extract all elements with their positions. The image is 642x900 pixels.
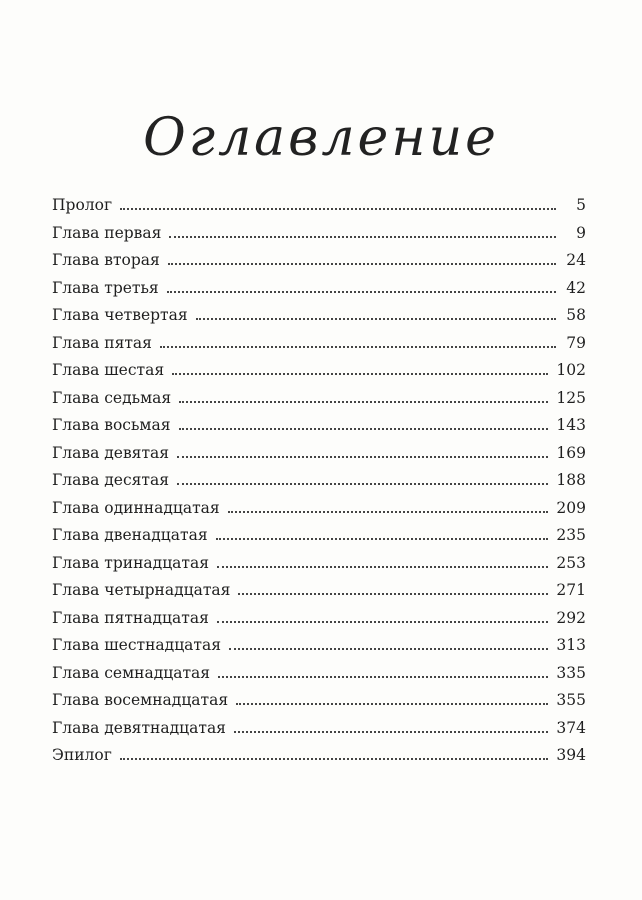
toc-entry-label: Глава семнадцатая — [52, 663, 211, 682]
toc-entry — [52, 357, 586, 385]
toc-entry-label: Глава шестая — [52, 361, 165, 379]
dot-leader — [168, 262, 556, 265]
toc-entry-page: 58 — [566, 306, 586, 324]
dot-leader — [179, 400, 548, 403]
toc-entry — [52, 742, 586, 770]
toc-entry-page: 42 — [566, 278, 586, 297]
toc-entry-page: 125 — [556, 388, 586, 407]
toc-entry-label: Глава пятнадцатая — [52, 608, 209, 627]
dot-leader — [217, 565, 548, 568]
toc-entry-page: 253 — [556, 553, 586, 572]
toc-entry — [52, 330, 586, 358]
toc-entry-label: Глава первая — [52, 223, 162, 242]
toc-entry — [52, 385, 586, 413]
toc-entry-label: Глава двенадцатая — [52, 526, 208, 544]
table-of-contents — [52, 192, 586, 770]
toc-entry-page: 355 — [556, 691, 586, 709]
toc-entry-label: Глава шестнадцатая — [52, 636, 222, 654]
dot-leader — [177, 455, 548, 458]
toc-entry — [52, 605, 586, 633]
toc-entry — [52, 275, 586, 303]
toc-entry — [52, 220, 586, 248]
dot-leader — [196, 317, 556, 320]
dot-leader — [218, 675, 548, 678]
toc-entry-label: Глава восемнадцатая — [52, 691, 229, 709]
dot-leader — [216, 537, 549, 540]
toc-entry — [52, 495, 586, 523]
toc-entry — [52, 412, 586, 440]
toc-entry-page: 209 — [556, 498, 586, 517]
dot-leader — [177, 482, 548, 485]
toc-entry-label: Глава пятая — [52, 333, 152, 352]
toc-entry — [52, 522, 586, 550]
toc-entry-page: 143 — [556, 416, 586, 434]
dot-leader — [229, 647, 548, 650]
toc-entry — [52, 715, 586, 743]
toc-entry — [52, 302, 586, 330]
toc-entry-page: 79 — [566, 333, 586, 352]
toc-entry — [52, 687, 586, 715]
toc-entry-label: Глава девятая — [52, 443, 170, 462]
toc-entry-label: Глава девятнадцатая — [52, 718, 226, 737]
toc-entry-page: 335 — [556, 663, 586, 682]
toc-entry-label: Пролог — [52, 196, 113, 214]
toc-entry-page: 169 — [556, 443, 586, 462]
toc-entry-page: 9 — [576, 223, 586, 242]
toc-entry-page: 188 — [556, 471, 586, 489]
toc-entry-page: 394 — [556, 746, 586, 764]
toc-entry — [52, 660, 586, 688]
toc-entry — [52, 550, 586, 578]
dot-leader — [238, 592, 548, 595]
dot-leader — [172, 372, 548, 375]
toc-entry-label: Глава восьмая — [52, 416, 171, 434]
page-title: Оглавление — [143, 108, 499, 168]
toc-entry-label: Глава тринадцатая — [52, 553, 209, 572]
toc-entry — [52, 632, 586, 660]
toc-entry-page: 374 — [556, 718, 586, 737]
dot-leader — [228, 510, 549, 513]
dot-leader — [234, 730, 548, 733]
toc-entry — [52, 192, 586, 220]
toc-entry-label: Глава вторая — [52, 251, 160, 269]
dot-leader — [120, 207, 556, 210]
toc-entry-page: 235 — [556, 526, 586, 544]
toc-entry-label: Глава одиннадцатая — [52, 498, 220, 517]
dot-leader — [167, 290, 556, 293]
dot-leader — [160, 345, 556, 348]
toc-entry-label: Эпилог — [52, 746, 112, 764]
toc-entry-label: Глава седьмая — [52, 388, 172, 407]
toc-entry-page: 5 — [576, 196, 586, 214]
toc-entry-page: 271 — [556, 581, 586, 599]
dot-leader — [179, 427, 549, 430]
toc-entry-page: 102 — [556, 361, 586, 379]
toc-entry-label: Глава четвертая — [52, 306, 188, 324]
toc-entry — [52, 467, 586, 495]
dot-leader — [120, 757, 549, 760]
toc-entry — [52, 577, 586, 605]
dot-leader — [169, 235, 556, 238]
toc-entry-label: Глава третья — [52, 278, 159, 297]
toc-entry — [52, 247, 586, 275]
dot-leader — [236, 702, 548, 705]
toc-entry — [52, 440, 586, 468]
toc-entry-page: 24 — [566, 251, 586, 269]
dot-leader — [217, 620, 549, 623]
toc-entry-page: 313 — [556, 636, 586, 654]
toc-entry-page: 292 — [556, 608, 586, 627]
toc-entry-label: Глава четырнадцатая — [52, 581, 231, 599]
toc-entry-label: Глава десятая — [52, 471, 170, 489]
